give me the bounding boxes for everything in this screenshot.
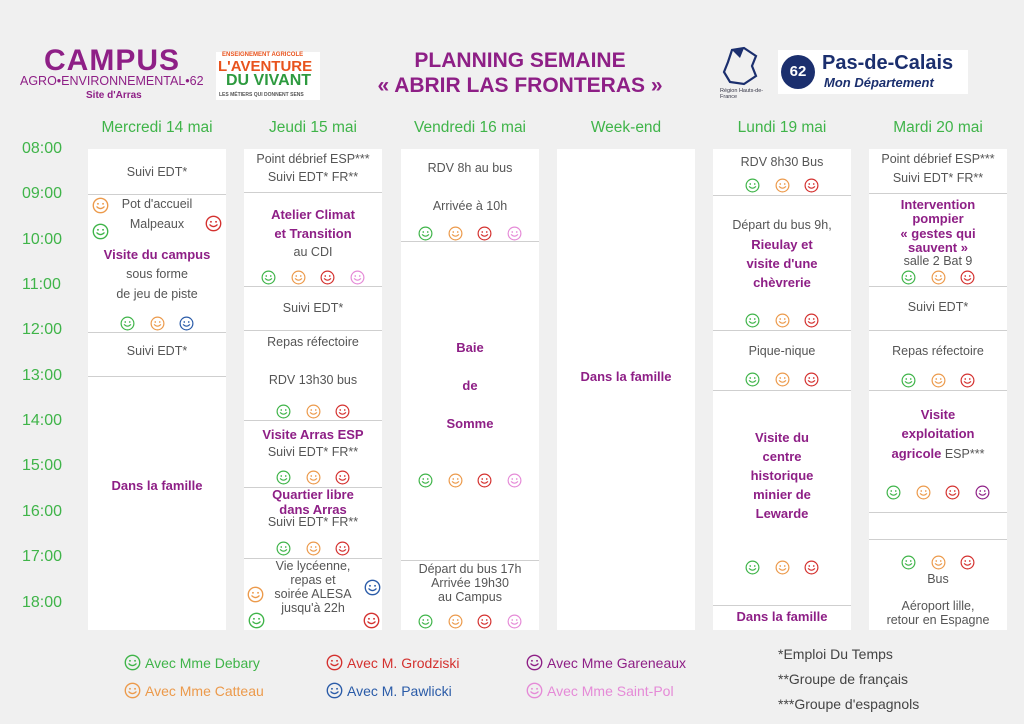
smiley-orange-icon [124, 682, 141, 699]
smiley-red-icon [945, 485, 960, 500]
smiley-red-icon [335, 541, 350, 556]
smiley-green-icon [901, 555, 916, 570]
day-header-mercredi: Mercredi 14 mai [101, 119, 213, 136]
smiley-orange-icon [448, 473, 463, 488]
smiley-red-icon [363, 612, 380, 629]
event-intervention-pompier-4: sauvent » [908, 240, 968, 255]
time-label: 16:00 [22, 503, 63, 520]
legend-debary-label: Avec Mme Debary [145, 655, 260, 671]
smiley-orange-icon [775, 372, 790, 387]
event-pot-accueil: Pot d'accueil [121, 197, 193, 211]
time-label: 13:00 [22, 367, 63, 384]
page-title-line1: PLANNING SEMAINE [414, 49, 626, 72]
event-depart-bus: Départ du bus 17h [418, 562, 522, 576]
event-intervention-pompier-2: pompier [912, 211, 964, 226]
smiley-orange-icon [931, 373, 946, 388]
smiley-purple-icon [975, 485, 990, 500]
aventure-du-vivant-logo [216, 52, 320, 100]
event-visite-centre-5: Lewarde [755, 506, 809, 521]
event-vie-lyceenne: Vie lycéenne, [275, 559, 351, 573]
smiley-orange-icon [448, 614, 463, 629]
day-column-mercredi [88, 149, 226, 630]
smiley-green-icon [261, 270, 276, 285]
event-suivi-edt-fr: Suivi EDT* FR** [267, 515, 359, 529]
smiley-red-icon [804, 372, 819, 387]
smiley-pink-icon [507, 226, 522, 241]
day-header-weekend: Week-end [590, 119, 662, 136]
divider [713, 195, 851, 196]
page-title-line2: « ABRIR LAS FRONTERAS » [377, 74, 663, 97]
smiley-green-icon [276, 541, 291, 556]
aventure-logo-small: ENSEIGNEMENT AGRICOLE [222, 52, 304, 58]
divider [713, 390, 851, 391]
region-hauts-de-france-logo [718, 46, 768, 102]
event-dans-la-famille: Dans la famille [736, 609, 828, 624]
pdc-logo-line2: Mon Département [824, 75, 934, 90]
event-visite-centre-4: minier de [753, 487, 811, 502]
event-suivi-edt: Suivi EDT* [907, 300, 969, 314]
smiley-green-icon [418, 614, 433, 629]
footnotes [778, 642, 919, 717]
event-pot-accueil-place: Malpeaux [129, 217, 185, 231]
smiley-red-icon [326, 654, 343, 671]
footnote-edt: *Emploi Du Temps [778, 646, 893, 662]
campus-logo [20, 44, 210, 104]
divider [713, 605, 851, 606]
smiley-red-icon [804, 178, 819, 193]
event-dans-la-famille: Dans la famille [580, 369, 672, 384]
smiley-red-icon [804, 560, 819, 575]
day-column-jeudi [244, 149, 382, 630]
event-arrivee-campus: Arrivée 19h30 [431, 576, 509, 590]
legend-catteau-label: Avec Mme Catteau [145, 683, 264, 699]
event-point-debrief: Point débrief ESP*** [256, 152, 370, 166]
smiley-green-icon [276, 470, 291, 485]
event-retour-espagne: retour en Espagne [886, 613, 990, 627]
smiley-blue-icon [179, 316, 194, 331]
event-visite-campus-desc2: de jeu de piste [116, 287, 198, 301]
legend-saintpol [526, 682, 674, 699]
event-suivi-edt-fr: Suivi EDT* FR** [267, 445, 359, 459]
time-label: 14:00 [22, 412, 63, 429]
divider [88, 376, 226, 377]
campus-logo-name: CAMPUS [44, 44, 181, 77]
event-aeroport: Aéroport lille, [901, 599, 975, 613]
smiley-green-icon [745, 372, 760, 387]
divider [869, 330, 1007, 331]
event-visite-exploitation: Visite [920, 407, 956, 422]
event-depart-bus: Départ du bus 9h, [732, 218, 832, 232]
legend-gareneaux-label: Avec Mme Gareneaux [547, 655, 687, 671]
event-visite-exploitation-esp: ESP*** [941, 447, 985, 461]
smiley-red-icon [320, 270, 335, 285]
event-suivi-edt: Suivi EDT* [126, 165, 188, 179]
pas-de-calais-logo [778, 50, 968, 94]
smiley-green-icon [745, 313, 760, 328]
divider [869, 539, 1007, 540]
legend-grodziski [326, 654, 460, 671]
event-intervention-pompier-3: « gestes qui [900, 226, 976, 241]
legend-grodziski-label: Avec M. Grodziski [347, 655, 460, 671]
event-pique-nique: Pique-nique [748, 344, 816, 358]
smiley-green-icon [248, 612, 265, 629]
smiley-red-icon [205, 215, 222, 232]
day-header-lundi: Lundi 19 mai [737, 119, 827, 136]
time-label: 15:00 [22, 457, 63, 474]
event-atelier-climat: Atelier Climat [271, 207, 355, 222]
smiley-pink-icon [507, 473, 522, 488]
smiley-orange-icon [931, 270, 946, 285]
smiley-orange-icon [150, 316, 165, 331]
smiley-orange-icon [931, 555, 946, 570]
event-point-debrief: Point débrief ESP*** [881, 152, 995, 166]
aventure-logo-line2: DU VIVANT [226, 72, 312, 89]
event-atelier-climat-2: et Transition [274, 226, 352, 241]
smiley-green-icon [120, 316, 135, 331]
legend-debary [124, 654, 260, 671]
smiley-purple-icon [526, 654, 543, 671]
day-column-lundi [713, 149, 851, 630]
smiley-red-icon [335, 470, 350, 485]
divider [244, 286, 382, 287]
event-vie-lyceenne-2: repas et [290, 573, 336, 587]
event-visite-campus: Visite du campus [103, 247, 211, 262]
smiley-orange-icon [306, 541, 321, 556]
legend-catteau [124, 682, 264, 699]
smiley-blue-icon [326, 682, 343, 699]
legend-pawlicki-label: Avec M. Pawlicki [347, 683, 452, 699]
smiley-green-icon [418, 226, 433, 241]
event-visite-centre-3: historique [750, 468, 814, 483]
event-rieulay: Rieulay et [751, 237, 813, 252]
event-visite-exploitation-2: exploitation [901, 426, 975, 441]
smiley-red-icon [960, 270, 975, 285]
divider [869, 390, 1007, 391]
smiley-orange-icon [775, 178, 790, 193]
smiley-red-icon [804, 313, 819, 328]
time-label: 09:00 [22, 185, 63, 202]
event-intervention-pompier-place: salle 2 Bat 9 [903, 254, 973, 268]
smiley-green-icon [276, 404, 291, 419]
pdc-logo-line1: Pas-de-Calais [822, 52, 954, 74]
divider [713, 330, 851, 331]
smiley-red-icon [960, 373, 975, 388]
smiley-orange-icon [291, 270, 306, 285]
time-label: 18:00 [22, 594, 63, 611]
smiley-red-icon [477, 473, 492, 488]
smiley-green-icon [92, 223, 109, 240]
smiley-green-icon [886, 485, 901, 500]
event-quartier-libre: Quartier libre [272, 487, 354, 502]
event-repas-refectoire: Repas réfectoire [267, 335, 359, 349]
event-suivi-edt: Suivi EDT* [282, 301, 344, 315]
event-visite-exploitation-3: agricole [891, 446, 942, 461]
smiley-orange-icon [775, 560, 790, 575]
event-chevrerie: chèvrerie [753, 275, 811, 290]
pdc-logo-number: 62 [781, 55, 815, 89]
event-suivi-edt-fr: Suivi EDT* FR** [267, 170, 359, 184]
event-visite-arras: Visite Arras ESP [262, 427, 364, 442]
aventure-logo-line1: L'AVENTURE [218, 58, 313, 75]
event-suivi-edt: Suivi EDT* [126, 344, 188, 358]
smiley-orange-icon [306, 404, 321, 419]
divider [88, 194, 226, 195]
event-visite-campus-desc: sous forme [126, 267, 188, 281]
aventure-logo-tag: LES MÉTIERS QUI DONNENT SENS [219, 92, 304, 98]
event-rdv-bus: RDV 8h30 Bus [740, 155, 824, 169]
day-column-vendredi [401, 149, 539, 630]
smiley-blue-icon [364, 579, 381, 596]
smiley-green-icon [901, 270, 916, 285]
divider [244, 192, 382, 193]
smiley-orange-icon [92, 197, 109, 214]
divider [869, 512, 1007, 513]
divider [244, 330, 382, 331]
legend-gareneaux [526, 654, 686, 671]
divider [401, 560, 539, 561]
smiley-orange-icon [448, 226, 463, 241]
event-rdv-bus: RDV 13h30 bus [268, 373, 358, 387]
smiley-green-icon [124, 654, 141, 671]
event-visite-chevrerie: visite d'une [746, 256, 818, 271]
event-bus: Bus [927, 572, 949, 586]
event-de: de [462, 378, 478, 393]
event-atelier-climat-place: au CDI [293, 245, 333, 259]
event-visite-centre-2: centre [762, 449, 802, 464]
smiley-orange-icon [247, 586, 264, 603]
smiley-red-icon [960, 555, 975, 570]
divider [869, 193, 1007, 194]
event-arrivee: Arrivée à 10h [432, 199, 508, 213]
smiley-pink-icon [507, 614, 522, 629]
footnote-espagnols: ***Groupe d'espagnols [778, 696, 920, 712]
day-header-jeudi: Jeudi 15 mai [269, 119, 357, 136]
divider [244, 420, 382, 421]
day-header-vendredi: Vendredi 16 mai [413, 119, 527, 136]
event-somme: Somme [446, 416, 494, 431]
smiley-red-icon [477, 614, 492, 629]
region-logo-text: Région Hauts-de-France [720, 88, 764, 100]
event-rdv-bus: RDV 8h au bus [427, 161, 513, 175]
day-column-weekend [557, 149, 695, 630]
legend-pawlicki [326, 682, 452, 699]
page-title [330, 48, 710, 98]
divider [88, 332, 226, 333]
smiley-red-icon [335, 404, 350, 419]
event-baie: Baie [456, 340, 484, 355]
smiley-green-icon [745, 560, 760, 575]
smiley-pink-icon [526, 682, 543, 699]
smiley-orange-icon [916, 485, 931, 500]
event-visite-centre: Visite du [755, 430, 809, 445]
time-label: 12:00 [22, 321, 63, 338]
campus-logo-site: Site d'Arras [86, 90, 142, 101]
smiley-red-icon [477, 226, 492, 241]
divider [401, 241, 539, 242]
event-vie-lyceenne-3: soirée ALESA [274, 587, 352, 601]
legend-saintpol-label: Avec Mme Saint-Pol [547, 683, 674, 699]
event-vie-lyceenne-4: jusqu'à 22h [281, 601, 345, 615]
time-label: 10:00 [22, 231, 63, 248]
event-intervention-pompier: Intervention [900, 197, 976, 212]
event-dans-la-famille: Dans la famille [111, 478, 203, 493]
event-quartier-libre-2: dans Arras [279, 502, 347, 517]
time-label: 08:00 [22, 140, 63, 157]
event-repas-refectoire: Repas réfectoire [892, 344, 984, 358]
event-suivi-edt-fr: Suivi EDT* FR** [892, 171, 984, 185]
divider [869, 286, 1007, 287]
day-column-mardi [869, 149, 1007, 630]
time-label: 17:00 [22, 548, 63, 565]
event-arrivee-campus-2: au Campus [438, 590, 502, 604]
smiley-green-icon [745, 178, 760, 193]
campus-logo-sub: AGRO•ENVIRONNEMENTAL•62 [20, 74, 204, 88]
smiley-pink-icon [350, 270, 365, 285]
france-map-icon [718, 46, 764, 88]
day-header-mardi: Mardi 20 mai [893, 119, 983, 136]
footnote-francais: **Groupe de français [778, 671, 908, 687]
smiley-orange-icon [775, 313, 790, 328]
smiley-green-icon [901, 373, 916, 388]
smiley-green-icon [418, 473, 433, 488]
time-label: 11:00 [22, 276, 61, 293]
smiley-orange-icon [306, 470, 321, 485]
